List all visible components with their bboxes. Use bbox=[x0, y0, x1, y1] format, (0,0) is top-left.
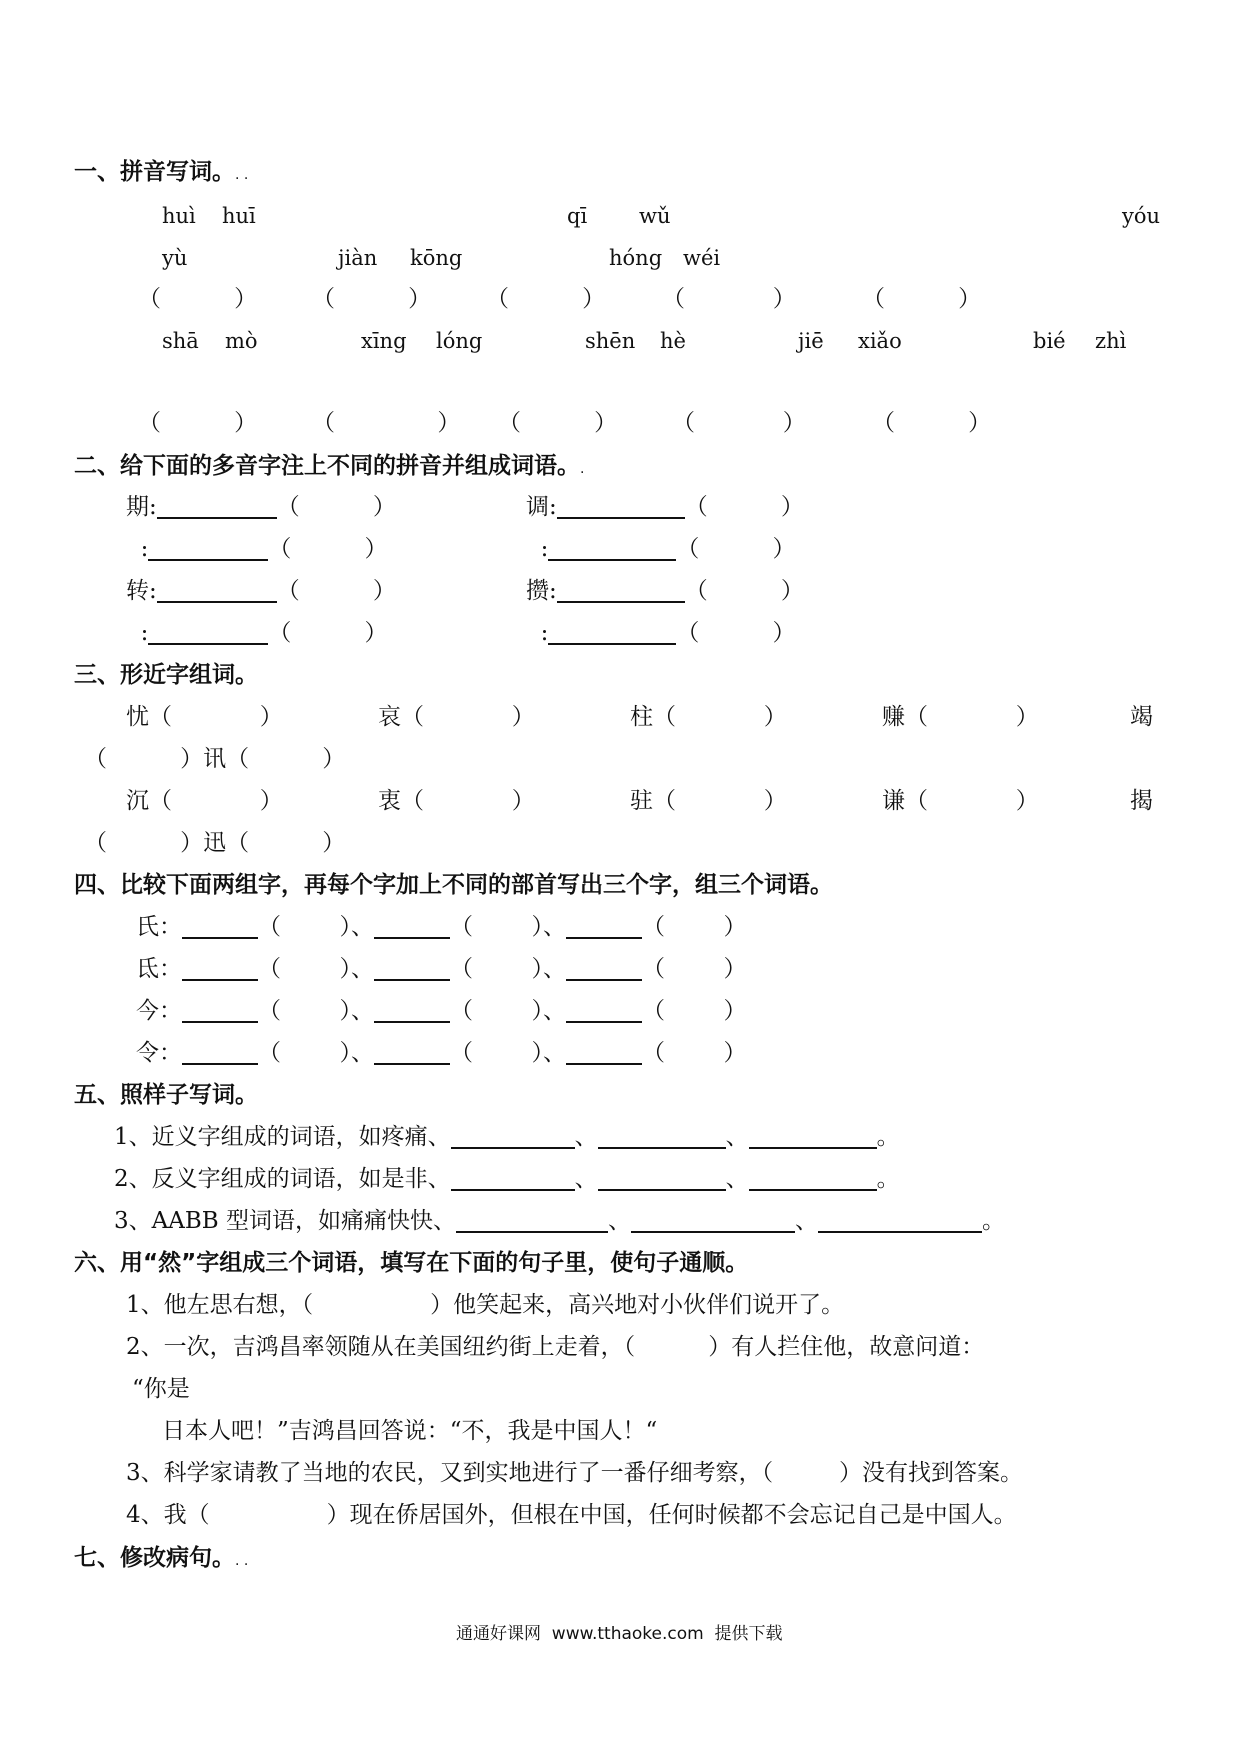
section-4-title: 四、比较下面两组字，再每个字加上不同的部首写出三个字，组三个词语。 bbox=[74, 872, 833, 898]
similar-char: 忧（ ） bbox=[126, 704, 283, 730]
sentence-1: 1、他左思右想，（ ）他笑起来，高兴地对小伙伴们说开了。 bbox=[126, 1292, 845, 1318]
pinyin: xiǎo bbox=[858, 329, 902, 353]
paren-blank[interactable]: （ ） bbox=[662, 286, 796, 312]
polyphone-row: : （ ） bbox=[526, 536, 796, 562]
pinyin: jiē bbox=[798, 329, 824, 353]
pinyin: qī bbox=[567, 204, 588, 228]
polyphone-row: 转: （ ） bbox=[126, 578, 396, 604]
radical-row: 氐： （ ）、 （ ）、 （ ） bbox=[136, 956, 747, 982]
similar-char: 竭 bbox=[1130, 704, 1153, 730]
similar-char: 驻（ ） bbox=[630, 788, 787, 814]
paren-blank[interactable]: （ ） bbox=[862, 286, 982, 312]
word-pattern-item: 2、反义字组成的词语，如是非、 、 、 。 bbox=[114, 1166, 900, 1192]
paren-blank[interactable]: （ ） bbox=[312, 286, 432, 312]
section-3-title: 三、形近字组词。 bbox=[74, 662, 258, 688]
polyphone-row: 攒: （ ） bbox=[526, 578, 804, 604]
section-5-title: 五、照样子写词。 bbox=[74, 1082, 258, 1108]
polyphone-row: 期: （ ） bbox=[126, 494, 396, 520]
sentence-2-cont: 日本人吧！”吉鸿昌回答说：“不，我是中国人！“ bbox=[162, 1418, 658, 1444]
pinyin: bié bbox=[1033, 329, 1066, 353]
sentence-2-cont: “你是 bbox=[132, 1376, 190, 1402]
paren-blank[interactable]: （ ） bbox=[498, 410, 618, 436]
polyphone-row: : （ ） bbox=[126, 620, 388, 646]
footer-credit: 通通好课网 www.tthaoke.com 提供下载 bbox=[456, 1624, 783, 1644]
pinyin: mò bbox=[225, 329, 258, 353]
similar-char: 哀（ ） bbox=[378, 704, 535, 730]
polyphone-row: 调: （ ） bbox=[526, 494, 804, 520]
paren-blank[interactable]: （ ） bbox=[138, 286, 258, 312]
section-1-title: 一、拼音写词。. . bbox=[74, 159, 249, 185]
polyphone-row: : （ ） bbox=[126, 536, 388, 562]
pinyin: shā bbox=[162, 329, 199, 353]
pinyin: xīng bbox=[361, 329, 407, 353]
section-6-title: 六、用“然”字组成三个词语，填写在下面的句子里，使句子通顺。 bbox=[74, 1250, 749, 1276]
sentence-4: 4、我（ ）现在侨居国外，但根在中国，任何时候都不会忘记自己是中国人。 bbox=[126, 1502, 1017, 1528]
paren-blank[interactable]: （ ） bbox=[872, 410, 992, 436]
paren-blank[interactable]: （ ） bbox=[312, 410, 461, 436]
pinyin: kōng bbox=[410, 246, 463, 270]
pinyin: lóng bbox=[436, 329, 483, 353]
section-7-title: 七、修改病句。. . bbox=[74, 1545, 249, 1571]
pinyin: huì bbox=[162, 204, 196, 228]
paren-blank[interactable]: （ ） bbox=[138, 410, 258, 436]
paren-blank[interactable]: （ ） bbox=[486, 286, 606, 312]
sentence-2: 2、一次，吉鸿昌率领随从在美国纽约街上走着，（ ）有人拦住他，故意问道： bbox=[126, 1334, 985, 1360]
pinyin: hè bbox=[660, 329, 686, 353]
word-pattern-item: 3、AABB 型词语，如痛痛快快、 、 、 。 bbox=[114, 1208, 1005, 1234]
pinyin: yù bbox=[162, 246, 188, 270]
similar-char: 柱（ ） bbox=[630, 704, 787, 730]
similar-char: 沉（ ） bbox=[126, 788, 283, 814]
word-pattern-item: 1、近义字组成的词语，如疼痛、 、 、 。 bbox=[114, 1124, 900, 1150]
radical-row: 氏： （ ）、 （ ）、 （ ） bbox=[136, 914, 747, 940]
pinyin: yóu bbox=[1122, 204, 1161, 228]
similar-char: 赚（ ） bbox=[882, 704, 1039, 730]
pinyin: hóng bbox=[609, 246, 663, 270]
similar-char-cont: （ ）讯（ ） bbox=[84, 746, 346, 772]
pinyin: wéi bbox=[683, 246, 721, 270]
similar-char: 衷（ ） bbox=[378, 788, 535, 814]
pinyin: zhì bbox=[1095, 329, 1127, 353]
sentence-3: 3、科学家请教了当地的农民，又到实地进行了一番仔细考察，（ ）没有找到答案。 bbox=[126, 1460, 1023, 1486]
pinyin: wǔ bbox=[639, 204, 671, 228]
radical-row: 令： （ ）、 （ ）、 （ ） bbox=[136, 1040, 747, 1066]
paren-blank[interactable]: （ ） bbox=[672, 410, 806, 436]
similar-char-cont: （ ）迅（ ） bbox=[84, 830, 346, 856]
radical-row: 今： （ ）、 （ ）、 （ ） bbox=[136, 998, 747, 1024]
similar-char: 谦（ ） bbox=[882, 788, 1039, 814]
section-2-title: 二、给下面的多音字注上不同的拼音并组成词语。. bbox=[74, 453, 585, 479]
pinyin: shēn bbox=[585, 329, 636, 353]
pinyin: jiàn bbox=[338, 246, 378, 270]
pinyin: huī bbox=[222, 204, 256, 228]
similar-char: 揭 bbox=[1130, 788, 1153, 814]
polyphone-row: : （ ） bbox=[526, 620, 796, 646]
